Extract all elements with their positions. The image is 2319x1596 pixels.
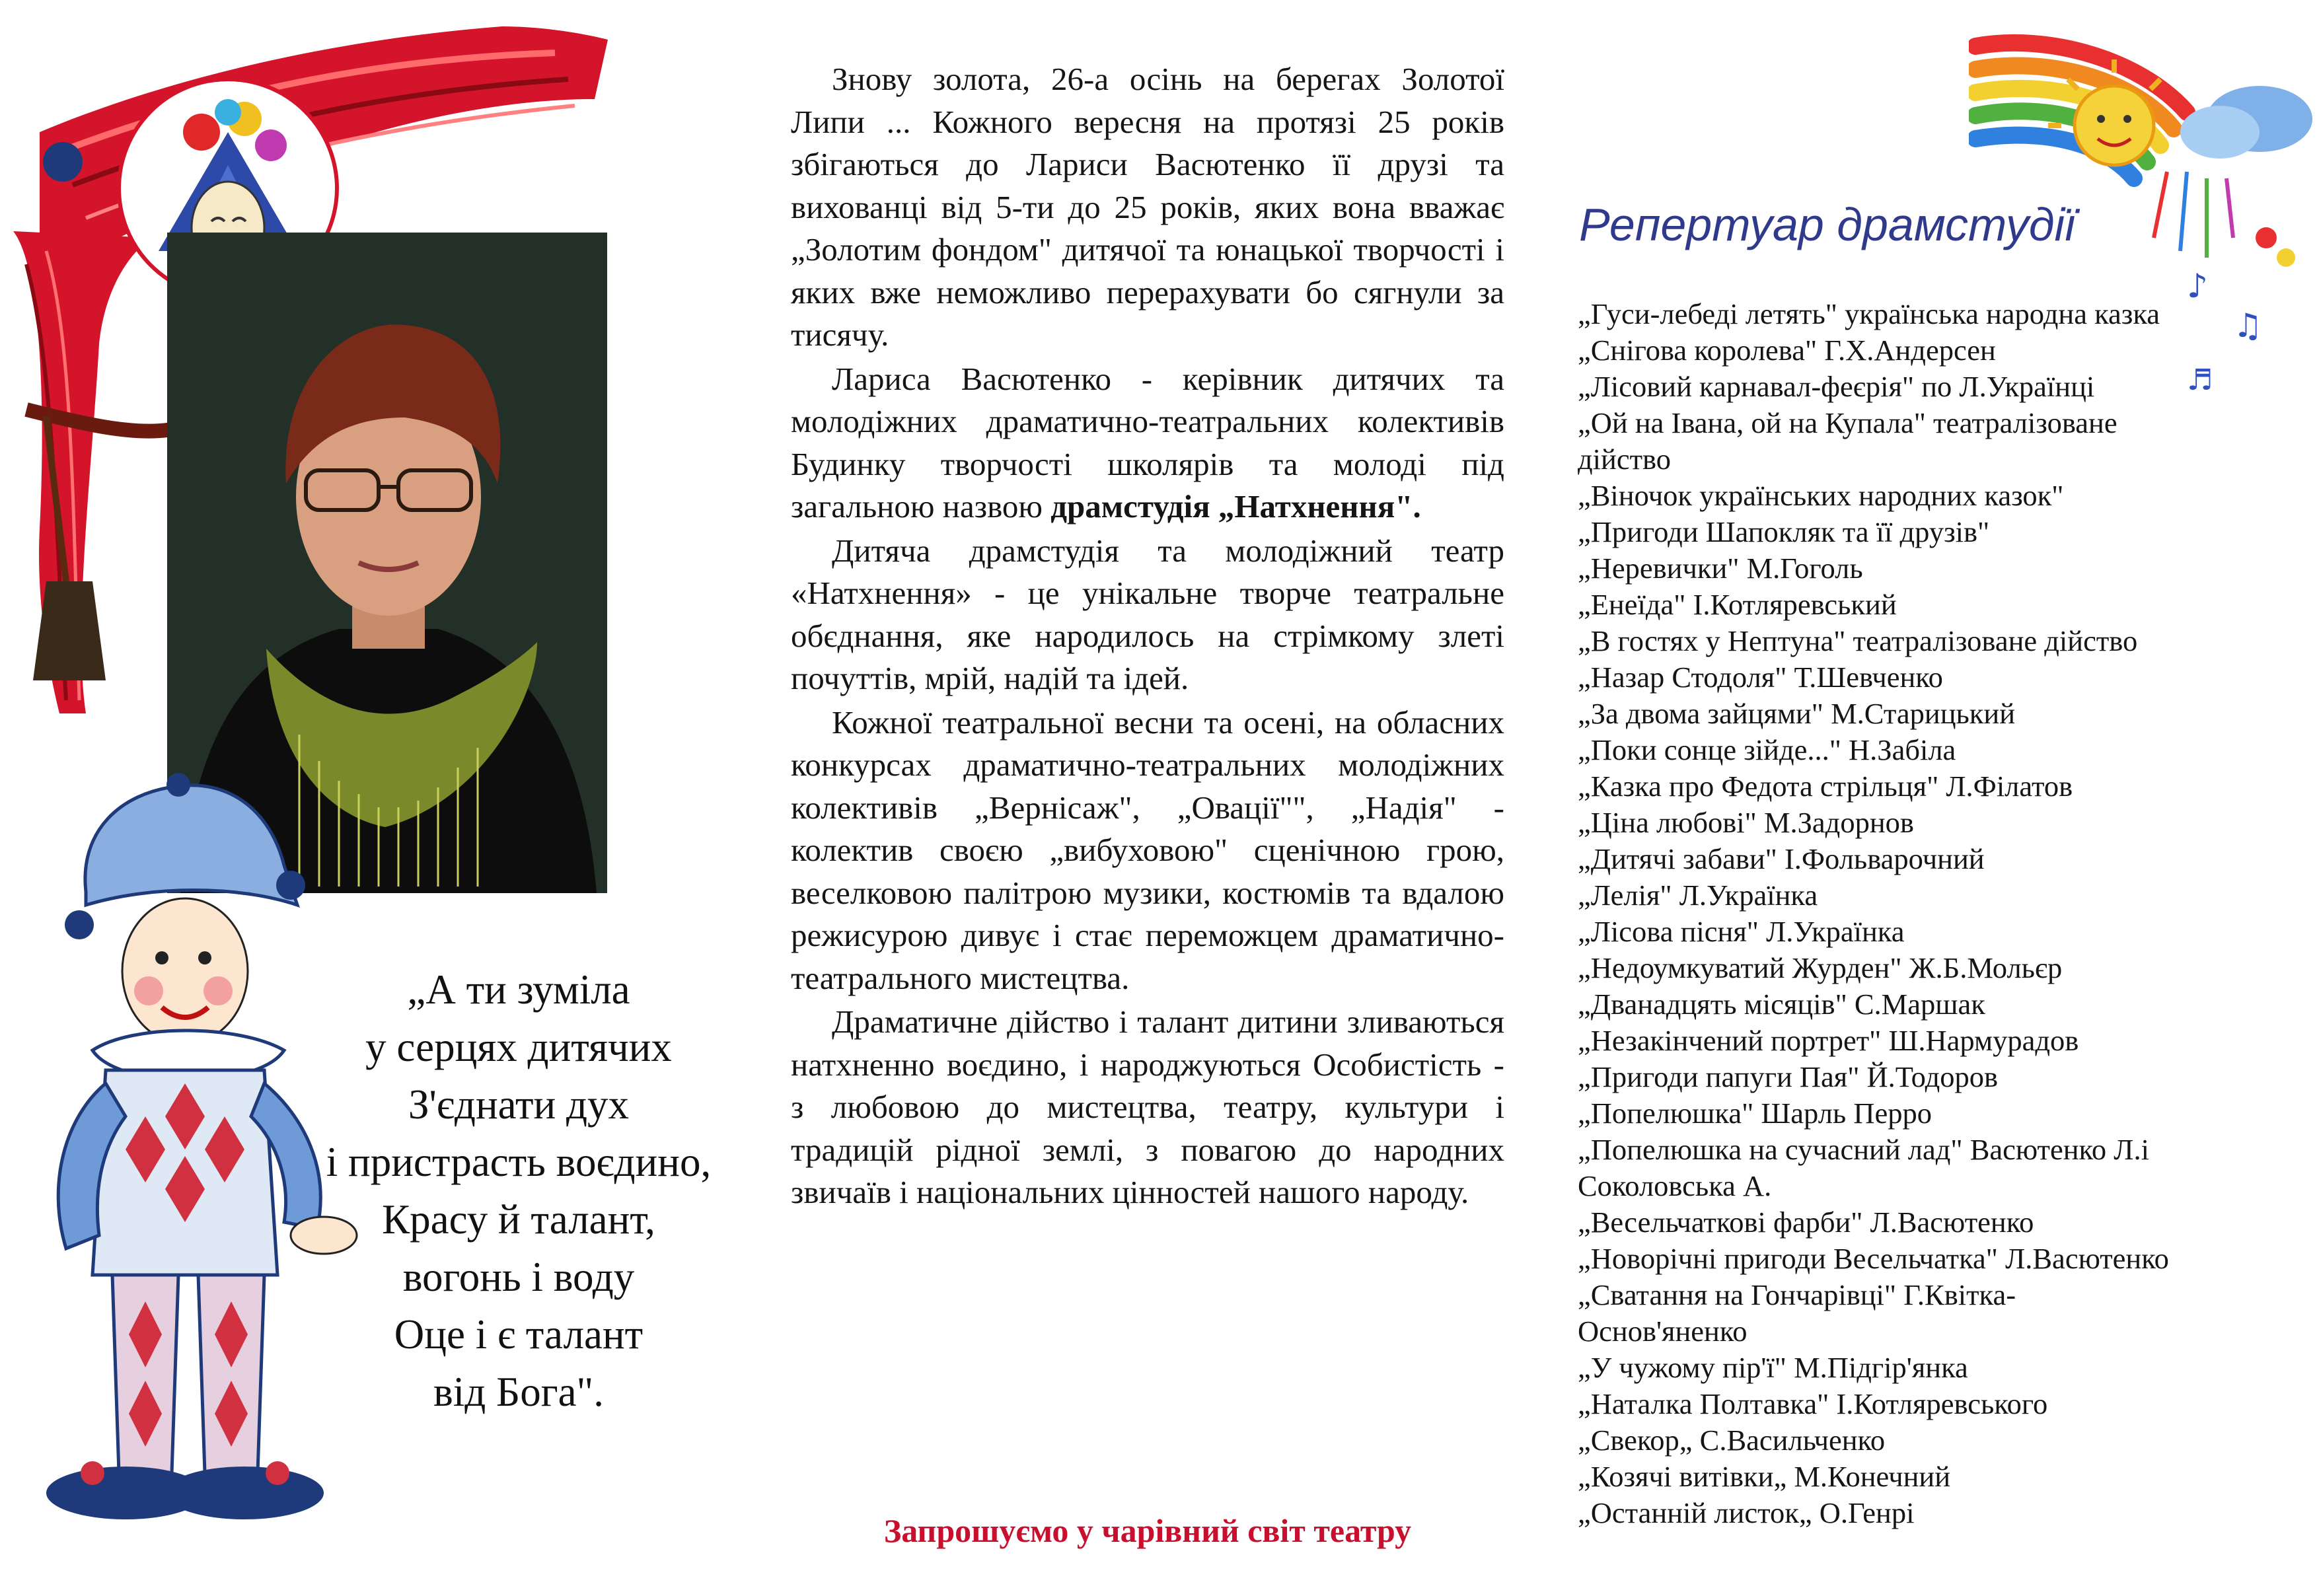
svg-text:♪: ♪: [2187, 267, 2208, 305]
poem-line: і пристрасть воєдино,: [326, 1139, 712, 1185]
poem-line: Оце і є талант: [394, 1311, 644, 1358]
repertoire-item: „Наталка Полтавка" І.Котляревського: [1578, 1387, 2048, 1420]
article-text: [791, 58, 1504, 1214]
invitation-text: Запрошуємо у чарівний світ театру: [883, 1512, 1412, 1549]
repertoire-item: „Енеїда" І.Котляревський: [1578, 588, 1897, 621]
repertoire-item: „Сватання на Гончарівці" Г.Квітка-Основ'яненко: [1578, 1278, 2016, 1348]
repertoire-item: „Пригоди папуги Пая" Й.Тодоров: [1578, 1060, 1998, 1093]
poem-line: вогонь і воду: [402, 1254, 635, 1300]
svg-text:♬: ♬: [2187, 363, 2213, 397]
repertoire-item: „Неревички" М.Гоголь: [1578, 552, 1863, 585]
poem-line: Красу й талант,: [382, 1196, 655, 1243]
poem: [311, 961, 727, 1421]
repertoire-item: „В гостях у Нептуна" театралізоване дійство: [1578, 624, 2138, 657]
poem-line: „А ти зуміла: [407, 966, 630, 1013]
repertoire-item: „Свекор„ С.Васильченко: [1578, 1424, 1886, 1457]
repertoire-item: „Дитячі забави" І.Фольварочний: [1578, 842, 1985, 875]
article-paragraph: Драматичне дійство і талант дитини зливаються натхненно воєдино, і народжуються Особистість - з любовою до мистецтва, театру, культури і традицій рідної землі, з повагою до народних звичаїв і національних цінностей нашого народу.: [791, 1003, 1504, 1210]
poem-line: від Бога".: [433, 1369, 604, 1415]
repertoire-item: „Останній листок„ О.Генрі: [1578, 1496, 1915, 1529]
repertoire-item: „Казка про Федота стрільця" Л.Філатов: [1578, 770, 2073, 803]
repertoire-item: „Пригоди Шапокляк та її друзів": [1578, 515, 1990, 548]
repertoire-item: „Назар Стодоля" Т.Шевченко: [1578, 661, 1943, 694]
repertoire-item: „Козячі витівки„ М.Конечний: [1578, 1460, 1951, 1493]
article-paragraph: [791, 358, 1504, 528]
repertoire-title: Репертуар драмстудії: [1579, 199, 2075, 250]
repertoire-item: „Гуси-лебеді летять" українська народна казка: [1578, 297, 2160, 330]
repertoire-item: „Лісова пісня" Л.Українка: [1578, 915, 1905, 948]
repertoire-item: „Попелюшка на сучасний лад" Васютенко Л.і Соколовська А.: [1578, 1133, 2149, 1202]
repertoire-item: „Поки сонце зійде..." Н.Забіла: [1578, 733, 1956, 766]
repertoire-item: „За двома зайцями" М.Старицький: [1578, 697, 2016, 730]
repertoire-item: „Недоумкуватий Журден" Ж.Б.Мольєр: [1578, 951, 2063, 984]
paragraph-text: Лариса Васютенко - керівник дитячих та молодіжних драматично-театральних колективів Будинку творчості школярів та молоді під загальною назвою: [791, 360, 1504, 525]
repertoire-item: „Ціна любові" М.Задорнов: [1578, 806, 1914, 839]
repertoire-item: „Новорічні пригоди Весельчатка" Л.Васютенко: [1578, 1242, 2169, 1275]
repertoire-list: [1578, 296, 2265, 1531]
article-paragraph: Кожної театральної весни та осені, на обласних конкурсах драматично-театральних молодіжних колективів „Вернісаж", „Овації"", „Надія" - колектив своєю „вибуховою" сценічною грою, веселковою палітрою музики, костюмів та вдалою режисурою дивує і стає переможцем драматично-театрального мистецтва.: [791, 704, 1504, 996]
poem-line: у серцях дитячих: [365, 1024, 672, 1070]
repertoire-item: „Віночок українських народних казок": [1578, 479, 2064, 512]
article-paragraph: Знову золота, 26-а осінь на берегах Золотої Липи ... Кожного вересня на протязі 25 років збігаються до Лариси Васютенко її друзі та вихованці від 5-ти до 25 років, яких вона вважає „Золотим фондом" дитячої та юнацької творчості і яких вже неможливо перерахувати бо сягнули за тисячу.: [791, 61, 1504, 353]
article-paragraph: Дитяча драмстудія та молодіжний театр «Натхнення» - це унікальне творче театральне обєднання, яке народилось на стрімкому злеті почуттів, мрій, надій та ідей.: [791, 532, 1504, 696]
repertoire-item: „Дванадцять місяців" С.Маршак: [1578, 988, 1985, 1021]
repertoire-item: „Лісовий карнавал-феєрія" по Л.Українці: [1578, 370, 2095, 403]
repertoire-item: „Ой на Івана, ой на Купала" театралізоване дійство: [1578, 406, 2117, 476]
studio-name-bold: драмстудія „Натхнення".: [1050, 488, 1421, 525]
repertoire-item: „Лелія" Л.Українка: [1578, 879, 1818, 912]
repertoire-item: „Попелюшка" Шарль Перро: [1578, 1097, 1932, 1130]
repertoire-item: „Снігова королева" Г.Х.Андерсен: [1578, 334, 1996, 367]
poem-line: З'єднати дух: [408, 1081, 630, 1128]
svg-text:♫: ♫: [2233, 307, 2263, 345]
repertoire-item: „Незакінчений портрет" Ш.Нармурадов: [1578, 1024, 2079, 1057]
repertoire-item: „У чужому пір'ї" М.Підгір'янка: [1578, 1351, 1968, 1384]
repertoire-item: „Весельчаткові фарби" Л.Васютенко: [1578, 1206, 2034, 1239]
